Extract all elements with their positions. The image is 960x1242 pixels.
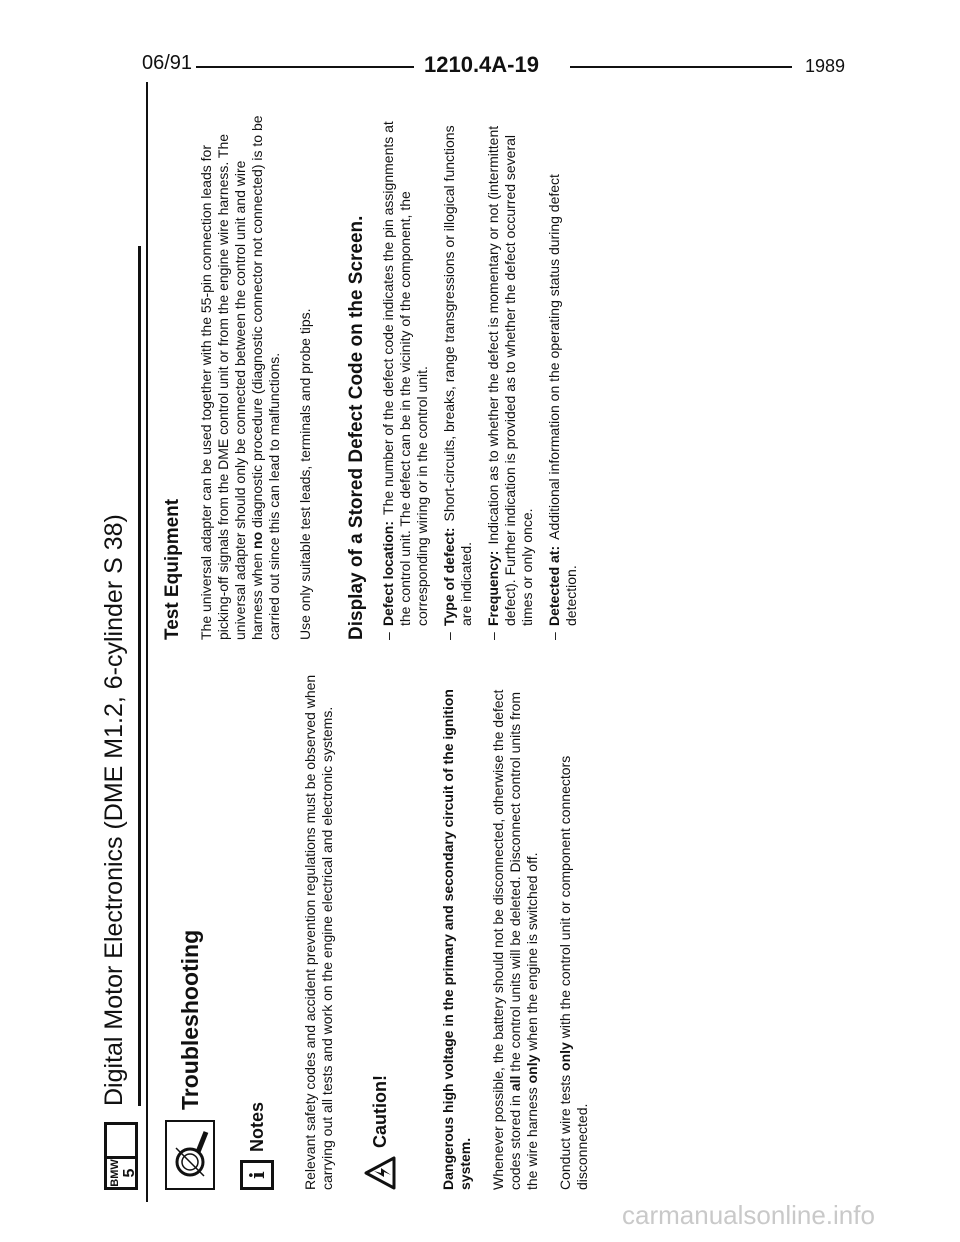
troubleshooting-heading: Troubleshooting <box>176 929 203 1110</box>
test-equipment-text: The universal adapter can be used together with the 55-pin connection leads for picking-off signals from the DME control unit or from the engine wire harness. The universal adapter should only be connected between the control unit and wire harness when no diagnostic procedure (diagnostic connector not connected) is to be carried out since this can lead to malfunctions. <box>198 115 282 640</box>
page-title: Digital Motor Electronics (DME M1.2, 6-cylinder S 38) <box>100 514 128 1106</box>
bmw-brand-text: BMW <box>109 1159 121 1187</box>
watermark: carmanualsonline.info <box>622 1200 875 1230</box>
display-defect-code-heading: Display of a Stored Defect Code on the Screen. <box>346 215 367 640</box>
page-header <box>0 0 960 100</box>
caution-label: Caution! <box>369 1075 390 1148</box>
header-document-code: 1210.4A-19 <box>424 52 539 77</box>
battery-warning-text: Whenever possible, the battery should not be disconnected, otherwise the defect codes stored in all the control units will be deleted. Disconnect control units from the wire harness only when the engine is switched off. <box>490 689 540 1190</box>
bmw-series-logo <box>104 1118 138 1190</box>
caution-header <box>364 670 396 1190</box>
left-column <box>162 670 591 1190</box>
danger-warning-text: Dangerous high voltage in the primary and secondary circuit of the ignition system. <box>440 689 473 1190</box>
header-date: 06/91 <box>142 52 193 74</box>
list-item: – Detected at:Additional information on the operating status during defect detection. <box>546 174 579 640</box>
probe-tips-text: Use only suitable test leads, terminals and probe tips. <box>297 308 313 640</box>
list-item: – Frequency:Indication as to whether the defect is momentary or not (intermittent defect). Further indication is provided as to whether the defect occurred several times or only once. <box>485 125 535 640</box>
wire-test-text: Conduct wire tests only with the control unit or component connectors disconnected. <box>557 755 590 1190</box>
header-rule <box>570 66 792 68</box>
list-item: – Type of defect:Short-circuits, breaks, range transgressions or illogical functions are indicated. <box>441 125 474 640</box>
rotated-content <box>100 100 720 1200</box>
defect-info-list <box>380 110 580 640</box>
list-item: – Defect location:The number of the defect code indicates the pin assignments at the control unit. The defect can be in the vicinity of the component, the corresponding wiring or in the control unit. <box>380 121 430 640</box>
notes-label: Notes <box>246 1101 267 1152</box>
header-year: 1989 <box>805 56 846 76</box>
magnifier-icon <box>165 1120 215 1190</box>
bmw-logo-box <box>104 1156 138 1190</box>
header-rule <box>196 66 414 68</box>
troubleshooting-header <box>162 670 218 1190</box>
info-icon: i <box>240 1160 274 1190</box>
bmw-series-number: 5 <box>121 1168 138 1178</box>
test-equipment-heading: Test Equipment <box>162 498 183 640</box>
warning-triangle-icon <box>364 1156 396 1190</box>
right-column <box>162 110 590 640</box>
logo-blank-box <box>104 1122 138 1156</box>
title-rule <box>138 246 141 1106</box>
notes-header <box>240 670 274 1190</box>
notes-text: Relevant safety codes and accident prevention regulations must be observed when carrying out all tests and work on the engine electrical and electronic systems. <box>302 674 335 1190</box>
